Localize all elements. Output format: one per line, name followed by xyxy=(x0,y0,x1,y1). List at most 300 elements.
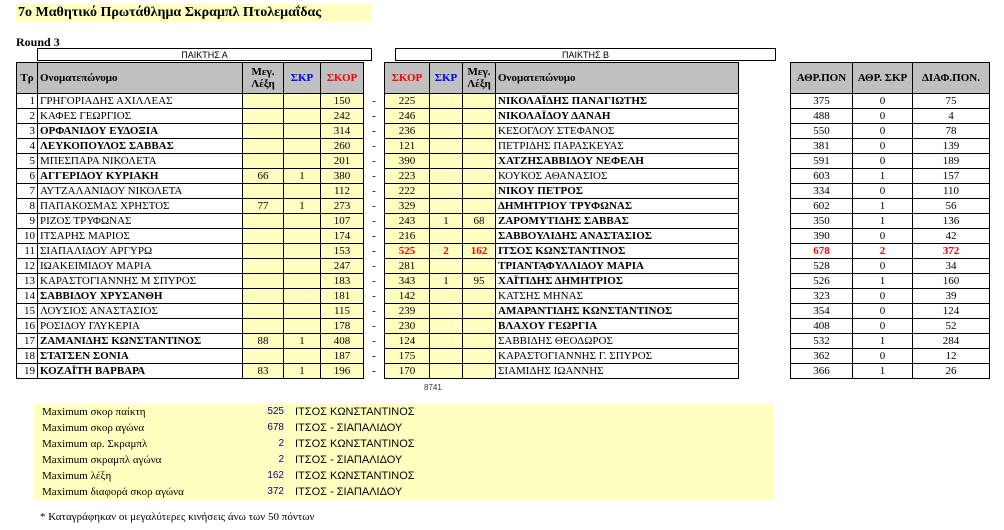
total-score-cell: 323 xyxy=(791,289,853,304)
round-cell: 19 xyxy=(17,364,38,379)
diff-cell: 42 xyxy=(913,229,990,244)
group-a-header: ΠΑΙΚΤΗΣ Α xyxy=(37,48,372,61)
total-skr-cell: 0 xyxy=(853,184,913,199)
totals-row xyxy=(791,334,990,349)
max-word-b: 162 xyxy=(463,244,496,259)
col-max-word-a: Μεγ. Λέξη xyxy=(243,63,284,94)
total-score-cell: 526 xyxy=(791,274,853,289)
player-a-name: ΣΙΑΠΑΛΙΔΟΥ ΑΡΓΥΡΩ xyxy=(38,244,243,259)
results-table xyxy=(16,62,739,379)
total-skr-cell: 0 xyxy=(853,139,913,154)
score-b: 343 xyxy=(385,274,430,289)
diff-cell: 39 xyxy=(913,289,990,304)
total-skr-cell: 1 xyxy=(853,214,913,229)
table-row xyxy=(17,289,739,304)
skr-a xyxy=(284,229,321,244)
separator: - xyxy=(364,274,385,289)
max-word-b xyxy=(463,199,496,214)
score-b: 390 xyxy=(385,154,430,169)
table-row xyxy=(17,199,739,214)
skr-a xyxy=(284,319,321,334)
separator: - xyxy=(364,94,385,109)
footnote: * Καταγράφηκαν οι μεγαλύτερες κινήσεις άνω των 50 πόντων xyxy=(40,511,315,523)
results-header-row xyxy=(17,63,739,94)
player-a-name: ΡΟΣΙΔΟΥ ΓΛΥΚΕΡΙΑ xyxy=(38,319,243,334)
diff-cell: 372 xyxy=(913,244,990,259)
max-word-a xyxy=(243,259,284,274)
diff-cell: 78 xyxy=(913,124,990,139)
skr-b xyxy=(430,229,463,244)
stat-value: 525 xyxy=(267,406,284,417)
skr-a xyxy=(284,94,321,109)
max-word-a xyxy=(243,274,284,289)
player-b-name: ΣΑΒΒΟΥΛΙΔΗΣ ΑΝΑΣΤΑΣΙΟΣ xyxy=(496,229,739,244)
skr-b xyxy=(430,289,463,304)
total-skr-cell: 0 xyxy=(853,259,913,274)
totals-row xyxy=(791,214,990,229)
totals-row xyxy=(791,259,990,274)
max-word-b xyxy=(463,319,496,334)
skr-b xyxy=(430,184,463,199)
total-skr-cell: 1 xyxy=(853,169,913,184)
total-skr-cell: 0 xyxy=(853,109,913,124)
totals-row xyxy=(791,154,990,169)
max-word-b xyxy=(463,364,496,379)
skr-a xyxy=(284,154,321,169)
max-word-b xyxy=(463,169,496,184)
score-b: 239 xyxy=(385,304,430,319)
round-cell: 15 xyxy=(17,304,38,319)
total-skr-cell: 1 xyxy=(853,334,913,349)
max-word-b: 95 xyxy=(463,274,496,289)
round-cell: 14 xyxy=(17,289,38,304)
score-a: 187 xyxy=(321,349,364,364)
player-b-name: ΒΛΑΧΟΥ ΓΕΩΡΓΙΑ xyxy=(496,319,739,334)
score-b: 223 xyxy=(385,169,430,184)
skr-b xyxy=(430,334,463,349)
total-skr-cell: 1 xyxy=(853,199,913,214)
totals-row xyxy=(791,349,990,364)
round-cell: 7 xyxy=(17,184,38,199)
max-word-a xyxy=(243,289,284,304)
max-word-b xyxy=(463,94,496,109)
separator: - xyxy=(364,214,385,229)
max-word-b xyxy=(463,139,496,154)
score-b: 121 xyxy=(385,139,430,154)
skr-b: 1 xyxy=(430,274,463,289)
diff-cell: 56 xyxy=(913,199,990,214)
stat-row xyxy=(38,484,768,500)
separator: - xyxy=(364,154,385,169)
skr-b: 1 xyxy=(430,214,463,229)
skr-b xyxy=(430,319,463,334)
totals-row xyxy=(791,364,990,379)
total-skr-cell: 0 xyxy=(853,304,913,319)
max-word-a: 66 xyxy=(243,169,284,184)
score-b: 281 xyxy=(385,259,430,274)
totals-row xyxy=(791,109,990,124)
max-word-a xyxy=(243,154,284,169)
stat-row xyxy=(38,452,768,468)
col-skr-b: ΣΚΡ xyxy=(430,63,463,94)
score-b: 246 xyxy=(385,109,430,124)
total-score-cell: 591 xyxy=(791,154,853,169)
max-word-a xyxy=(243,229,284,244)
total-skr-cell: 0 xyxy=(853,349,913,364)
player-b-name: ΧΑΪΤΙΔΗΣ ΔΗΜΗΤΡΙΟΣ xyxy=(496,274,739,289)
score-b: 525 xyxy=(385,244,430,259)
total-score-cell: 408 xyxy=(791,319,853,334)
total-score-cell: 354 xyxy=(791,304,853,319)
score-a: 247 xyxy=(321,259,364,274)
total-score-cell: 488 xyxy=(791,109,853,124)
score-a: 174 xyxy=(321,229,364,244)
table-row xyxy=(17,319,739,334)
total-score-cell: 550 xyxy=(791,124,853,139)
score-a: 314 xyxy=(321,124,364,139)
col-score-a: ΣΚΟΡ xyxy=(321,63,364,94)
round-cell: 11 xyxy=(17,244,38,259)
col-diff: ΔΙΑΦ.ΠΟΝ. xyxy=(913,63,990,94)
table-row xyxy=(17,169,739,184)
skr-b: 2 xyxy=(430,244,463,259)
stat-player: ΙΤΣΟΣ ΚΩΝΣΤΑΝΤΙΝΟΣ xyxy=(295,470,415,482)
score-a: 408 xyxy=(321,334,364,349)
skr-a xyxy=(284,244,321,259)
table-row xyxy=(17,214,739,229)
diff-cell: 189 xyxy=(913,154,990,169)
skr-a xyxy=(284,139,321,154)
total-score-cell: 381 xyxy=(791,139,853,154)
stat-row xyxy=(38,404,768,420)
separator: - xyxy=(364,139,385,154)
stat-value: 2 xyxy=(278,454,284,465)
diff-cell: 75 xyxy=(913,94,990,109)
score-a: 178 xyxy=(321,319,364,334)
score-a: 150 xyxy=(321,94,364,109)
score-a: 260 xyxy=(321,139,364,154)
max-word-b xyxy=(463,154,496,169)
player-a-name: ΚΑΡΑΣΤΟΓΙΑΝΝΗΣ Μ ΣΠΥΡΟΣ xyxy=(38,274,243,289)
table-row xyxy=(17,349,739,364)
diff-cell: 124 xyxy=(913,304,990,319)
separator: - xyxy=(364,364,385,379)
stat-row xyxy=(38,436,768,452)
total-score-sum: 8741 xyxy=(424,383,442,392)
round-cell: 13 xyxy=(17,274,38,289)
max-word-b xyxy=(463,289,496,304)
diff-cell: 4 xyxy=(913,109,990,124)
skr-b xyxy=(430,169,463,184)
table-row xyxy=(17,229,739,244)
player-a-name: ΟΡΦΑΝΙΔΟΥ ΕΥΔΟΞΙΑ xyxy=(38,124,243,139)
skr-a xyxy=(284,349,321,364)
table-row xyxy=(17,259,739,274)
round-cell: 6 xyxy=(17,169,38,184)
totals-row xyxy=(791,199,990,214)
player-b-name: ΙΤΣΟΣ ΚΩΝΣΤΑΝΤΙΝΟΣ xyxy=(496,244,739,259)
player-b-name: ΝΙΚΟΛΑΪΔΗΣ ΠΑΝΑΓΙΩΤΗΣ xyxy=(496,94,739,109)
skr-a xyxy=(284,124,321,139)
player-b-name: ΚΑΡΑΣΤΟΓΙΑΝΝΗΣ Γ. ΣΠΥΡΟΣ xyxy=(496,349,739,364)
score-a: 380 xyxy=(321,169,364,184)
skr-a xyxy=(284,184,321,199)
stat-label: Maximum αρ. Σκραμπλ xyxy=(42,438,148,450)
totals-row xyxy=(791,289,990,304)
total-score-cell: 362 xyxy=(791,349,853,364)
total-score-cell: 603 xyxy=(791,169,853,184)
diff-cell: 160 xyxy=(913,274,990,289)
total-score-cell: 390 xyxy=(791,229,853,244)
diff-cell: 26 xyxy=(913,364,990,379)
score-a: 115 xyxy=(321,304,364,319)
totals-row xyxy=(791,184,990,199)
player-b-name: ΣΙΑΜΙΔΗΣ ΙΩΑΝΝΗΣ xyxy=(496,364,739,379)
totals-row xyxy=(791,229,990,244)
diff-cell: 157 xyxy=(913,169,990,184)
skr-b xyxy=(430,199,463,214)
col-total-skr: ΑΘΡ. ΣΚΡ xyxy=(853,63,913,94)
total-skr-cell: 2 xyxy=(853,244,913,259)
total-score-cell: 334 xyxy=(791,184,853,199)
max-word-a: 83 xyxy=(243,364,284,379)
player-a-name: ΠΑΠΑΚΟΣΜΑΣ ΧΡΗΣΤΟΣ xyxy=(38,199,243,214)
max-word-b xyxy=(463,259,496,274)
skr-b xyxy=(430,109,463,124)
player-b-name: ΠΕΤΡΙΔΗΣ ΠΑΡΑΣΚΕΥΑΣ xyxy=(496,139,739,154)
total-skr-cell: 1 xyxy=(853,274,913,289)
round-label: Round 3 xyxy=(16,35,60,49)
total-score-cell: 366 xyxy=(791,364,853,379)
diff-cell: 52 xyxy=(913,319,990,334)
totals-row xyxy=(791,319,990,334)
separator: - xyxy=(364,184,385,199)
skr-a: 1 xyxy=(284,169,321,184)
max-word-a xyxy=(243,124,284,139)
round-cell: 12 xyxy=(17,259,38,274)
skr-a xyxy=(284,304,321,319)
skr-b xyxy=(430,94,463,109)
separator: - xyxy=(364,229,385,244)
round-cell: 10 xyxy=(17,229,38,244)
max-word-a xyxy=(243,349,284,364)
player-a-name: ΣΤΑΤΣΕΝ ΣΟΝΙΑ xyxy=(38,349,243,364)
total-skr-cell: 1 xyxy=(853,364,913,379)
total-skr-cell: 0 xyxy=(853,124,913,139)
player-a-name: ΙΩΑΚΕΙΜΙΔΟΥ ΜΑΡΙΑ xyxy=(38,259,243,274)
max-word-b xyxy=(463,184,496,199)
player-b-name: ΔΗΜΗΤΡΙΟΥ ΤΡΥΦΩΝΑΣ xyxy=(496,199,739,214)
player-a-name: ΣΑΒΒΙΔΟΥ ΧΡΥΣΑΝΘΗ xyxy=(38,289,243,304)
total-skr-cell: 0 xyxy=(853,154,913,169)
max-word-a xyxy=(243,184,284,199)
table-row xyxy=(17,139,739,154)
player-b-name: ΚΑΤΣΗΣ ΜΗΝΑΣ xyxy=(496,289,739,304)
skr-a: 1 xyxy=(284,199,321,214)
group-b-header: ΠΑΙΚΤΗΣ Β xyxy=(395,48,776,61)
skr-a xyxy=(284,214,321,229)
skr-a xyxy=(284,259,321,274)
totals-table xyxy=(790,62,990,379)
total-score-cell: 375 xyxy=(791,94,853,109)
separator: - xyxy=(364,124,385,139)
player-a-name: ΡΙΖΟΣ ΤΡΥΦΩΝΑΣ xyxy=(38,214,243,229)
stat-row xyxy=(38,420,768,436)
skr-b xyxy=(430,124,463,139)
max-word-a xyxy=(243,319,284,334)
separator: - xyxy=(364,319,385,334)
col-score-b: ΣΚΟΡ xyxy=(385,63,430,94)
separator: - xyxy=(364,199,385,214)
score-a: 273 xyxy=(321,199,364,214)
player-a-name: ΖΑΜΑΝΙΔΗΣ ΚΩΝΣΤΑΝΤΙΝΟΣ xyxy=(38,334,243,349)
stat-value: 372 xyxy=(267,486,284,497)
stats-panel xyxy=(34,404,774,500)
player-a-name: ΑΓΓΕΡΙΔΟΥ ΚΥΡΙΑΚΗ xyxy=(38,169,243,184)
max-word-b xyxy=(463,304,496,319)
round-cell: 5 xyxy=(17,154,38,169)
player-a-name: ΚΑΦΕΣ ΓΕΩΡΓΙΟΣ xyxy=(38,109,243,124)
diff-cell: 139 xyxy=(913,139,990,154)
skr-a: 1 xyxy=(284,334,321,349)
player-a-name: ΜΠΕΣΠΑΡΑ ΝΙΚΟΛΕΤΑ xyxy=(38,154,243,169)
max-word-a: 77 xyxy=(243,199,284,214)
player-a-name: ΛΟΥΣΙΟΣ ΑΝΑΣΤΑΣΙΟΣ xyxy=(38,304,243,319)
max-word-b xyxy=(463,124,496,139)
separator: - xyxy=(364,109,385,124)
score-a: 196 xyxy=(321,364,364,379)
separator: - xyxy=(364,244,385,259)
player-a-name: ΑΥΤΖΑΛΑΝΙΔΟΥ ΝΙΚΟΛΕΤΑ xyxy=(38,184,243,199)
player-a-name: ΛΕΥΚΟΠΟΥΛΟΣ ΣΑΒΒΑΣ xyxy=(38,139,243,154)
skr-b xyxy=(430,154,463,169)
player-a-name: ΚΟΖΑΪΤΗ ΒΑΡΒΑΡΑ xyxy=(38,364,243,379)
diff-cell: 284 xyxy=(913,334,990,349)
score-a: 153 xyxy=(321,244,364,259)
diff-cell: 34 xyxy=(913,259,990,274)
skr-b xyxy=(430,349,463,364)
stat-label: Maximum σκραμπλ αγώνα xyxy=(42,454,162,466)
skr-a xyxy=(284,109,321,124)
round-cell: 8 xyxy=(17,199,38,214)
stat-label: Maximum σκορ παίκτη xyxy=(42,406,146,418)
max-word-a xyxy=(243,109,284,124)
score-b: 124 xyxy=(385,334,430,349)
separator: - xyxy=(364,304,385,319)
max-word-a xyxy=(243,94,284,109)
max-word-a xyxy=(243,244,284,259)
col-round: Τρ xyxy=(17,63,38,94)
skr-b xyxy=(430,139,463,154)
col-name-a: Ονοματεπώνυμο xyxy=(38,63,243,94)
skr-b xyxy=(430,364,463,379)
total-score-cell: 350 xyxy=(791,214,853,229)
max-word-b xyxy=(463,229,496,244)
total-score-cell: 602 xyxy=(791,199,853,214)
stat-value: 678 xyxy=(267,422,284,433)
diff-cell: 110 xyxy=(913,184,990,199)
max-word-b xyxy=(463,109,496,124)
round-cell: 4 xyxy=(17,139,38,154)
score-b: 175 xyxy=(385,349,430,364)
separator: - xyxy=(364,289,385,304)
score-a: 181 xyxy=(321,289,364,304)
totals-row xyxy=(791,274,990,289)
stat-player: ΙΤΣΟΣ - ΣΙΑΠΑΛΙΔΟΥ xyxy=(295,486,403,498)
score-b: 216 xyxy=(385,229,430,244)
score-a: 107 xyxy=(321,214,364,229)
total-score-cell: 528 xyxy=(791,259,853,274)
separator: - xyxy=(364,334,385,349)
max-word-a xyxy=(243,139,284,154)
separator: - xyxy=(364,349,385,364)
skr-b xyxy=(430,304,463,319)
score-a: 183 xyxy=(321,274,364,289)
player-b-name: ΤΡΙΑΝΤΑΦΥΛΛΙΔΟΥ ΜΑΡΙΑ xyxy=(496,259,739,274)
totals-row xyxy=(791,244,990,259)
score-b: 329 xyxy=(385,199,430,214)
skr-a xyxy=(284,274,321,289)
score-b: 236 xyxy=(385,124,430,139)
score-b: 142 xyxy=(385,289,430,304)
player-b-name: ΝΙΚΟΥ ΠΕΤΡΟΣ xyxy=(496,184,739,199)
score-a: 112 xyxy=(321,184,364,199)
col-max-word-b: Μεγ. Λέξη xyxy=(463,63,496,94)
diff-cell: 136 xyxy=(913,214,990,229)
totals-row xyxy=(791,169,990,184)
table-row xyxy=(17,334,739,349)
max-word-b xyxy=(463,334,496,349)
diff-cell: 12 xyxy=(913,349,990,364)
col-skr-a: ΣΚΡ xyxy=(284,63,321,94)
skr-b xyxy=(430,259,463,274)
table-row xyxy=(17,274,739,289)
max-word-b xyxy=(463,349,496,364)
stat-label: Maximum σκορ αγώνα xyxy=(42,422,145,434)
score-b: 222 xyxy=(385,184,430,199)
total-skr-cell: 0 xyxy=(853,94,913,109)
max-word-a: 88 xyxy=(243,334,284,349)
player-b-name: ΖΑΡΟΜΥΤΙΔΗΣ ΣΑΒΒΑΣ xyxy=(496,214,739,229)
stat-row xyxy=(38,468,768,484)
round-cell: 18 xyxy=(17,349,38,364)
player-b-name: ΚΕΣΟΓΛΟΥ ΣΤΕΦΑΝΟΣ xyxy=(496,124,739,139)
table-row xyxy=(17,124,739,139)
total-score-cell: 678 xyxy=(791,244,853,259)
round-cell: 2 xyxy=(17,109,38,124)
stat-label: Maximum λέξη xyxy=(42,470,112,482)
round-cell: 16 xyxy=(17,319,38,334)
stat-player: ΙΤΣΟΣ ΚΩΝΣΤΑΝΤΙΝΟΣ xyxy=(295,438,415,450)
skr-a xyxy=(284,289,321,304)
col-name-b: Ονοματεπώνυμο xyxy=(496,63,739,94)
table-row xyxy=(17,109,739,124)
round-cell: 1 xyxy=(17,94,38,109)
col-sep xyxy=(364,63,385,94)
max-word-a xyxy=(243,304,284,319)
round-cell: 9 xyxy=(17,214,38,229)
player-b-name: ΝΙΚΟΛΑΪΔΟΥ ΔΑΝΑΗ xyxy=(496,109,739,124)
table-row xyxy=(17,364,739,379)
stat-player: ΙΤΣΟΣ - ΣΙΑΠΑΛΙΔΟΥ xyxy=(295,422,403,434)
player-a-name: ΙΤΣΑΡΗΣ ΜΑΡΙΟΣ xyxy=(38,229,243,244)
round-cell: 17 xyxy=(17,334,38,349)
score-b: 243 xyxy=(385,214,430,229)
player-b-name: ΧΑΤΖΗΣΑΒΒΙΔΟΥ ΝΕΦΕΛΗ xyxy=(496,154,739,169)
totals-row xyxy=(791,304,990,319)
table-row xyxy=(17,304,739,319)
table-row xyxy=(17,184,739,199)
